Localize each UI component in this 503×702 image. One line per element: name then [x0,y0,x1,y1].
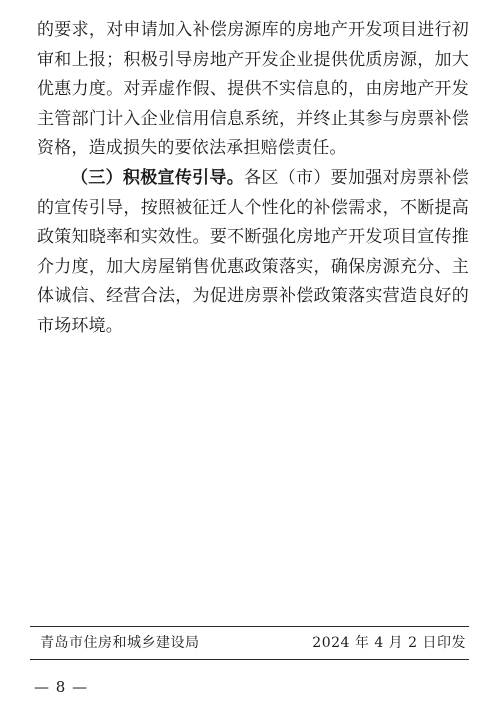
section-heading-publicity: （三）积极宣传引导。 [71,167,245,188]
paragraph-publicity [37,164,469,342]
paragraph-continued: 的要求，对申请加入补偿房源库的房地产开发项目进行初审和上报；积极引导房地产开发企业提供优质房源，加大优惠力度。对弄虚作假、提供不实信息的，由房地产开发主管部门计入企业信用信息系统，并终止其参与房票补偿资格，造成损失的要依法承担赔偿责任。 [37,20,469,159]
paragraph-publicity-text: 各区（市）要加强对房票补偿的宣传引导，按照被征迁人个性化的补偿需求，不断提高政策知晓率和实效性。要不断强化房地产开发项目宣传推介力度，加大房屋销售优惠政策落实，确保房源充分、主体诚信、经营合法，为促进房票补偿政策落实营造良好的市场环境。 [37,167,469,336]
issuing-authority: 青岛市住房和城乡建设局 [40,635,200,651]
body-text [37,16,469,342]
footer-rule-bottom [30,659,469,660]
issue-date: 2024 年 4 月 2 日印发 [312,635,466,651]
page-number: — 8 — [34,678,89,696]
footer-rule-top [30,626,469,627]
